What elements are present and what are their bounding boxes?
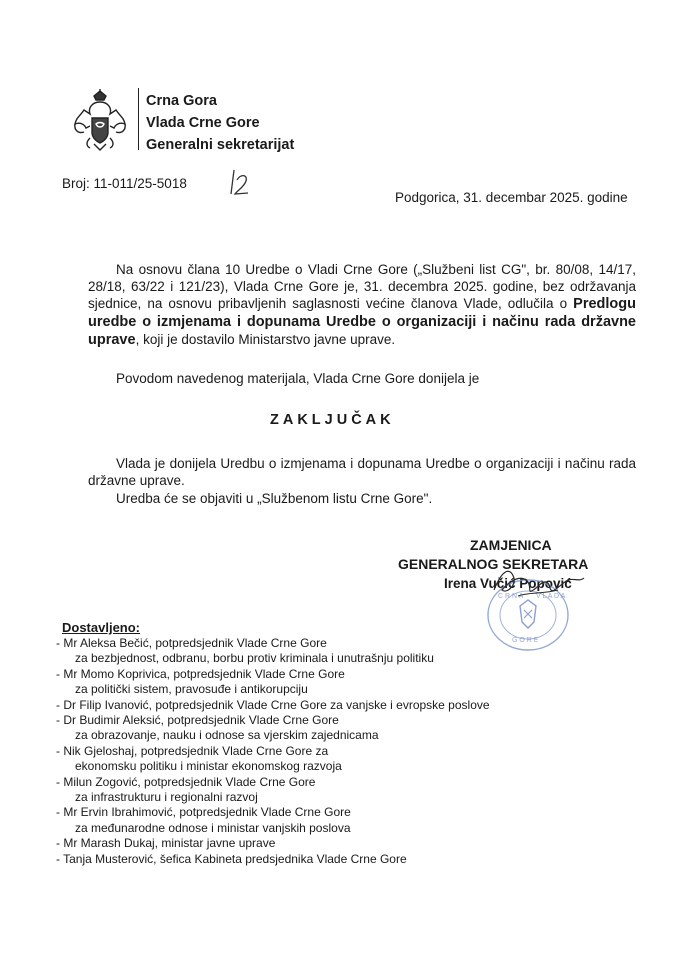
handwritten-signature-icon <box>488 560 588 604</box>
signatory-title-1: ZAMJENICA <box>470 537 552 553</box>
list-item-continuation: za međunarodne odnose i ministar vanjskih poslova <box>75 820 351 835</box>
svg-text:G O R E: G O R E <box>512 637 539 644</box>
letterhead-country: Crna Gora <box>146 93 217 109</box>
svg-text:V L A D A: V L A D A <box>536 593 566 600</box>
letterhead <box>146 90 294 156</box>
letterhead-divider <box>138 88 139 150</box>
handwritten-mark-icon <box>228 168 252 196</box>
list-item-line: - Milun Zogović, potpredsjednik Vlade Crne Gore <box>56 774 316 789</box>
p1-bold-subject: Predlogu uredbe o izmjenama i dopunama Uredbe o organizaciji i načinu rada državne uprave <box>88 296 636 348</box>
list-item-continuation: za infrastrukturu i regionalni razvoj <box>75 790 258 805</box>
list-item-line: - Dr Filip Ivanović, potpredsjednik Vlade Crne Gore za vanjske i evropske poslove <box>56 697 490 712</box>
coat-of-arms-icon <box>72 88 128 156</box>
paragraph-decision-intro: Povodom navedenog materijala, Vlada Crne Gore donijela je <box>116 371 480 386</box>
list-item <box>56 667 646 698</box>
reference-number: Broj: 11-011/25-5018 <box>62 176 187 191</box>
list-item-continuation: za obrazovanje, nauku i odnose sa vjerskim zajednicama <box>75 728 379 743</box>
paragraph-legal-basis <box>88 261 636 349</box>
list-item-line: - Tanja Musterović, šefica Kabineta predsjednika Vlade Crne Gore <box>56 851 407 866</box>
list-item-line: - Mr Marash Dukaj, ministar javne uprave <box>56 836 276 851</box>
p1-text-end: , koji je dostavilo Ministarstvo javne uprave. <box>135 332 396 347</box>
list-item <box>56 852 646 867</box>
list-item-line: - Dr Budimir Aleksić, potpredsjednik Vlade Crne Gore <box>56 713 339 728</box>
list-item <box>56 805 646 836</box>
letterhead-secretariat: Generalni sekretarijat <box>146 137 295 153</box>
document-date: Podgorica, 31. decembar 2025. godine <box>395 190 628 205</box>
paragraph-publication: Uredba će se objaviti u „Službenom listu Crne Gore". <box>116 491 433 506</box>
signatory-title-2: GENERALNOG SEKRETARA <box>398 556 589 572</box>
paragraph-conclusion: Vlada je donijela Uredbu o izmjenama i dopunama Uredbe o organizaciji i načinu rada državne uprave. <box>88 456 636 488</box>
list-item <box>56 836 646 851</box>
list-item-line: - Nik Gjeloshaj, potpredsjednik Vlade Crne Gore za <box>56 743 329 758</box>
list-item <box>56 636 646 667</box>
svg-text:C R N A: C R N A <box>498 593 524 600</box>
list-item-line: - Mr Ervin Ibrahimović, potpredsjednik Vlade Crne Gore <box>56 805 351 820</box>
list-item-continuation: za bezbjednost, odbranu, borbu protiv kriminala i unutrašnju politiku <box>75 651 434 666</box>
distribution-list <box>56 636 646 867</box>
p1-text-start: Na osnovu člana 10 Uredbe o Vladi Crne Gore („Službeni list CG", br. 80/08, 14/17, 28/18, 63/22 i 121/23), Vlada Crne Gore je, 31. decembra 2025. godine, bez održavanja sjednice, na osnovu pribavljenih saglasnosti većine članova Vlade, odlučila o <box>88 262 636 311</box>
list-item-line: - Mr Aleksa Bečić, potpredsjednik Vlade Crne Gore <box>56 636 327 650</box>
list-item <box>56 698 646 713</box>
letterhead-government: Vlada Crne Gore <box>146 115 260 131</box>
conclusion-heading: ZAKLJUČAK <box>270 412 395 428</box>
list-item <box>56 744 646 775</box>
list-item <box>56 775 646 806</box>
list-item <box>56 713 646 744</box>
distribution-heading: Dostavljeno: <box>62 620 141 635</box>
list-item-continuation: ekonomsku politiku i ministar ekonomskog razvoja <box>75 759 342 774</box>
list-item-continuation: za politički sistem, pravosuđe i antikorupciju <box>75 682 308 697</box>
list-item-line: - Mr Momo Koprivica, potpredsjednik Vlade Crne Gore <box>56 666 345 681</box>
signatory-name: Irena Vučić Popović <box>444 576 572 591</box>
